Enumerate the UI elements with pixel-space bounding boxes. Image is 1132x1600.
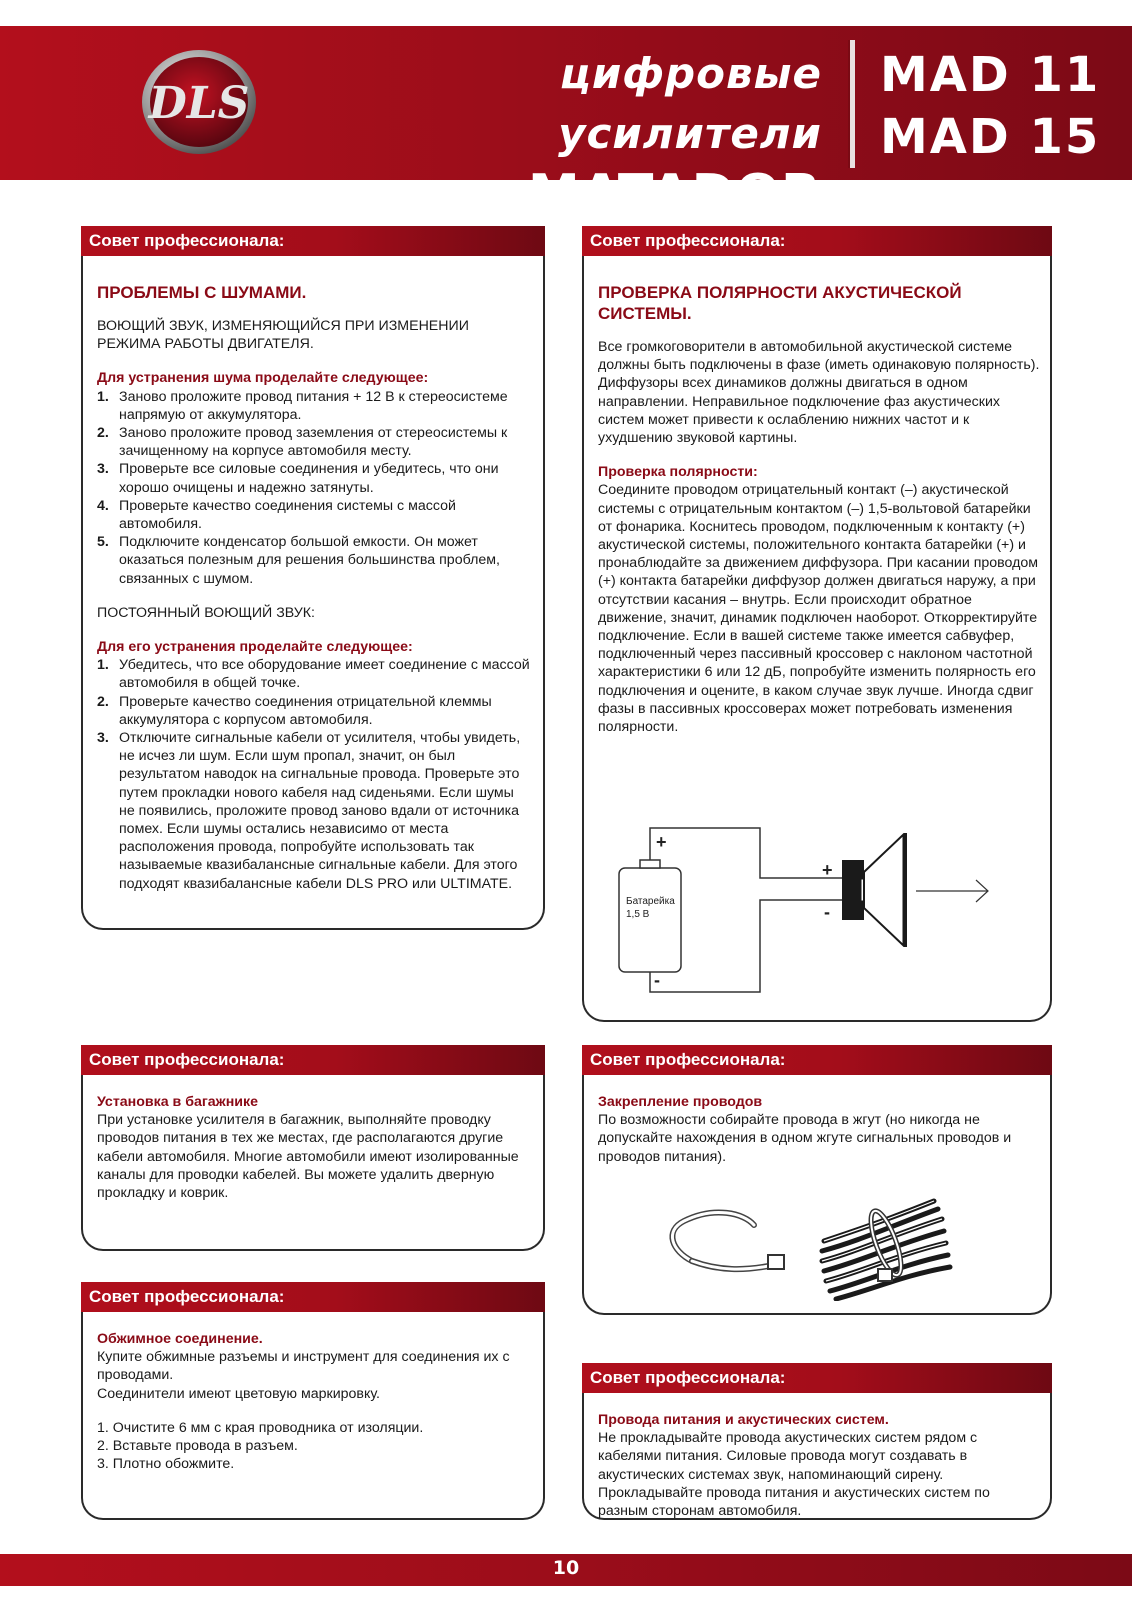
noise-subheading-2: Для его устранения проделайте следующее: (97, 639, 413, 656)
noise-steps-1 (97, 388, 533, 588)
list-item: 1. Заново проложите провод питания + 12 В к стереосистеме напрямую от аккумулятора. (97, 388, 508, 423)
speaker-cone (864, 834, 906, 946)
list-item: 1. Убедитесь, что все оборудование имеет соединение с массой автомобиля в общей точке. (97, 657, 530, 692)
crimp-step: 2. Вставьте провода в разъем. (97, 1438, 298, 1455)
card-crimp (81, 1287, 545, 1520)
card-header: Совет профессионала: (582, 226, 1052, 256)
card-wires (582, 1050, 1052, 1315)
power-text: Не прокладывайте провода акустических систем рядом с кабелями питания. Силовые провода могут создавать в акустических системах звук, напоминающий сирену. Прокладывайте провода питания и акустических систем по разным сторонам автомобиля. (598, 1430, 990, 1520)
card-body (598, 1093, 1040, 1166)
card-header: Совет профессионала: (582, 1363, 1052, 1393)
battery-minus: - (654, 970, 660, 990)
noise-subheading-1: Для устранения шума проделайте следующее: (97, 370, 429, 387)
crimp-subheading: Обжимное соединение. (97, 1331, 263, 1347)
list-item: 5. Подключите конденсатор большой емкости. Он может оказаться полезным для решения большинства проблем, связанных с шумом. (97, 534, 500, 587)
crimp-text-2: Соединители имеют цветовую маркировку. (97, 1385, 380, 1402)
card-polarity (582, 231, 1052, 1022)
noise-intro-2: ПОСТОЯННЫЙ ВОЮЩИЙ ЗВУК: (97, 604, 315, 621)
polarity-intro: Все громкоговорители в автомобильной акустической системе должны быть подключены в фазе (иметь одинаковую полярность). Диффузоры всех динамиков должны двигаться в одном направлении. Неправильное подключение фаз акустических систем может привести к ослаблению нижних частот и к ухудшению звуковой картины. (598, 339, 1040, 447)
title-line-2 (290, 164, 822, 227)
list-item: 2. Заново проложите провод заземления от стереосистемы к зачищенному на корпусе автомобиля месту. (97, 425, 508, 460)
card-body (97, 1093, 533, 1202)
model-1: MAD 11 (880, 47, 1101, 103)
title-prefix: серии (365, 172, 513, 221)
section-title: ПРОБЛЕМЫ С ШУМАМИ. (97, 283, 307, 302)
model-2: MAD 15 (880, 109, 1101, 165)
page-number: 10 (552, 1557, 580, 1579)
card-header: Совет профессионала: (81, 226, 545, 256)
power-subheading: Провода питания и акустических систем. (598, 1412, 889, 1428)
card-body (97, 1330, 533, 1473)
card-body (97, 268, 533, 893)
trunk-subheading: Установка в багажнике (97, 1094, 259, 1110)
wires-subheading: Закрепление проводов (598, 1094, 763, 1110)
card-trunk (81, 1050, 545, 1251)
wire-bundle-icon (822, 1201, 950, 1299)
list-item: 3. Проверьте все силовые соединения и убедитесь, что они хорошо очищены и надежно затянуты. (97, 461, 499, 496)
speaker-minus: - (824, 902, 830, 922)
dls-logo (140, 48, 258, 156)
title-brand: MATADOR (527, 164, 822, 224)
polarity-text: Соедините проводом отрицательный контакт (–) акустической системы с отрицательным контактом (–) 1,5-вольтовой батарейки от фонарика. Коснитесь проводом, подключенным к контакту (+) акустической системы, положительного контакта батарейки (+) и пронаблюдайте за движением диффузора. При касании проводом (+) контакта батарейки диффузор должен двигаться наружу, а при отсутствии касания – внутрь. Если происходит обратное движение, значит, динамик подключен наоборот. Откорректируйте подключение. Если в вашей системе также имеется сабвуфер, подключенный через пассивный кроссовер с наклоном частотной характеристики 6 или 12 дБ, попробуйте изменить полярность его подключения и оцените, в каком случае звук лучше. Иногда сдвиг фазы в пассивных кроссоверах может потребовать изменения полярности. (598, 482, 1039, 736)
polarity-diagram (604, 816, 1024, 1006)
polarity-subheading: Проверка полярности: (598, 464, 758, 481)
noise-steps-2 (97, 656, 533, 893)
list-item: 4. Проверьте качество соединения системы с массой автомобиля. (97, 497, 456, 533)
battery-plus: + (656, 832, 667, 852)
wires-text: По возможности собирайте провода в жгут (но никогда не допускайте нахождения в одном жгуте сигнальных проводов и проводов питания). (598, 1112, 1012, 1165)
battery-voltage: 1,5 В (626, 909, 650, 920)
card-noise (81, 231, 545, 930)
battery-label: Батарейка (626, 896, 675, 907)
model-list (880, 44, 1100, 168)
battery-cap (640, 860, 660, 868)
battery-body (619, 868, 681, 972)
card-header: Совет профессионала: (81, 1045, 545, 1075)
card-body (598, 1411, 1040, 1520)
crimp-step: 3. Плотно обожмите. (97, 1456, 235, 1473)
page-footer (0, 1554, 1132, 1586)
trunk-text: При установке усилителя в багажник, выполняйте проводку проводов питания в тех же местах, где располагаются другие кабели автомобиля. Многие автомобили имеют изолированные каналы для проводки кабелей. Вы можете удалить дверную прокладку и коврик. (97, 1112, 519, 1202)
card-header: Совет профессионала: (582, 1045, 1052, 1075)
noise-intro: ВОЮЩИЙ ЗВУК, ИЗМЕНЯЮЩИЙСЯ ПРИ ИЗМЕНЕНИИ РЕЖИМА РАБОТЫ ДВИГАТЕЛЯ. (97, 318, 469, 353)
crimp-text-1: Купите обжимные разъемы и инструмент для соединения их с проводами. (97, 1349, 510, 1384)
cable-tie-illustration (664, 1191, 964, 1301)
speaker-plus: + (822, 860, 833, 880)
card-body (598, 268, 1040, 736)
list-item: 3. Отключите сигнальные кабели от усилителя, чтобы увидеть, не исчез ли шум. Если шум пропал, значит, он был результатом наводок на сигнальные провода. Проверьте это путем прокладки нового кабеля над сиденьями. Если шумы не появились, проложите провод заново вдали от источника помех. Если шумы остались независимо от места расположения провода, попробуйте использовать так называемые квазибалансные сигнальные кабели. Для этого подходят квазибалансные кабели DLS PRO или ULTIMATE. (97, 730, 521, 892)
page-title (290, 44, 822, 227)
logo-text: DLS (148, 78, 250, 129)
title-line-1: цифровые усилители (558, 49, 822, 158)
section-title: ПРОВЕРКА ПОЛЯРНОСТИ АКУСТИЧЕСКОЙ СИСТЕМЫ. (598, 283, 962, 323)
header-divider (848, 40, 855, 168)
card-header: Совет профессионала: (81, 1282, 545, 1312)
list-item: 2. Проверьте качество соединения отрицательной клеммы аккумулятора с корпусом автомобиля. (97, 693, 492, 728)
crimp-step: 1. Очистите 6 мм с края проводника от изоляции. (97, 1419, 424, 1436)
card-power (582, 1368, 1052, 1520)
